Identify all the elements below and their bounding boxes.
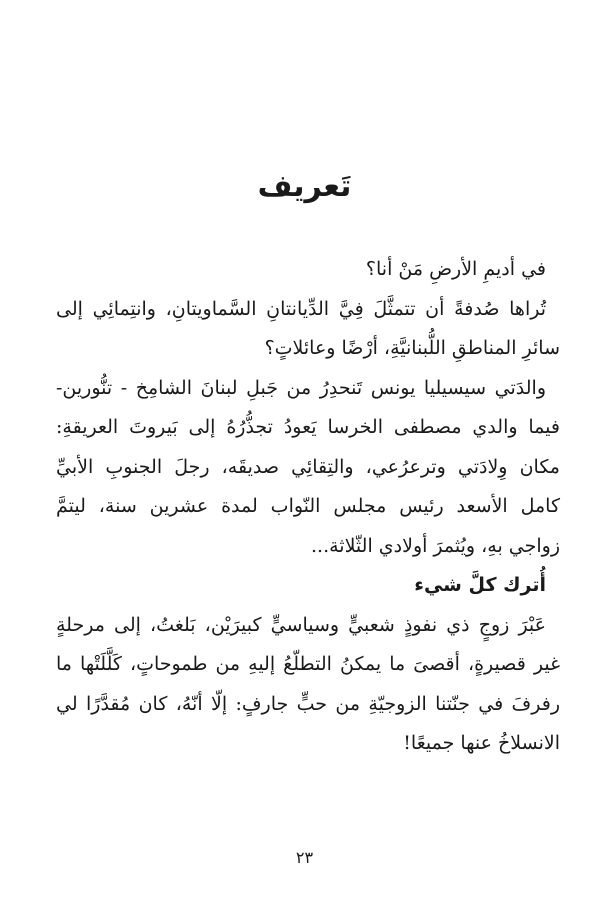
chapter-title: تَعريف xyxy=(257,169,352,204)
section-subtitle: أُترك كلَّ شيء xyxy=(414,574,546,596)
paragraph-religions: تُراها صُدفةً أن تتمثَّلَ فِيَّ الدِّيانتانِ السَّماويتانِ، وانتِمائِي إلى سائرِ المناطقِ اللُّبنانيَّةِ، أرْضًا وعائلاتٍ؟ xyxy=(56,297,560,359)
paragraph-question: في أديمِ الأرضِ مَنْ أنا؟ xyxy=(365,258,546,280)
page-number: ٢٣ xyxy=(295,848,314,867)
paragraph-closing: عَبْرَ زوجٍ ذي نفوذٍ شعبيٍّ وسياسيٍّ كبيرَيْن، بَلغتُ، إلى مرحلةٍ غير قصيرةٍ، أقصىَ ما يمكنُ التطلّعُ إليهِ من طموحاتٍ، كَلَّلَتْها ما رفرفَ في جنّتنا الزوجيّةِ من حبٍّ جارفٍ: إلّا أنّهُ، كان مُقدَّرًا لي الانسلاخُ عنها جميعًا! xyxy=(56,613,560,754)
paragraph-parents: والدَتي سيسيليا يونس تَنحدِرُ من جَبلِ لبنانَ الشامِخ - تنُّورين- فيما والدي مصطفى الخرسا يَعودُ تجذُّرُهُ إلى بَيروتَ العريقةِ: مكان وِلادَتي وترعرُعي، والتِقائِي صديقَه، رجلَ الجنوبِ الأبيِّ كامل الأسعد رئيس مجلس النّواب لمدة عشرين سنة، ليتمَّ زواجي بهِ، ويُثمرَ أولادي الثّلاثة... xyxy=(56,376,560,557)
chapter-body xyxy=(56,250,560,764)
